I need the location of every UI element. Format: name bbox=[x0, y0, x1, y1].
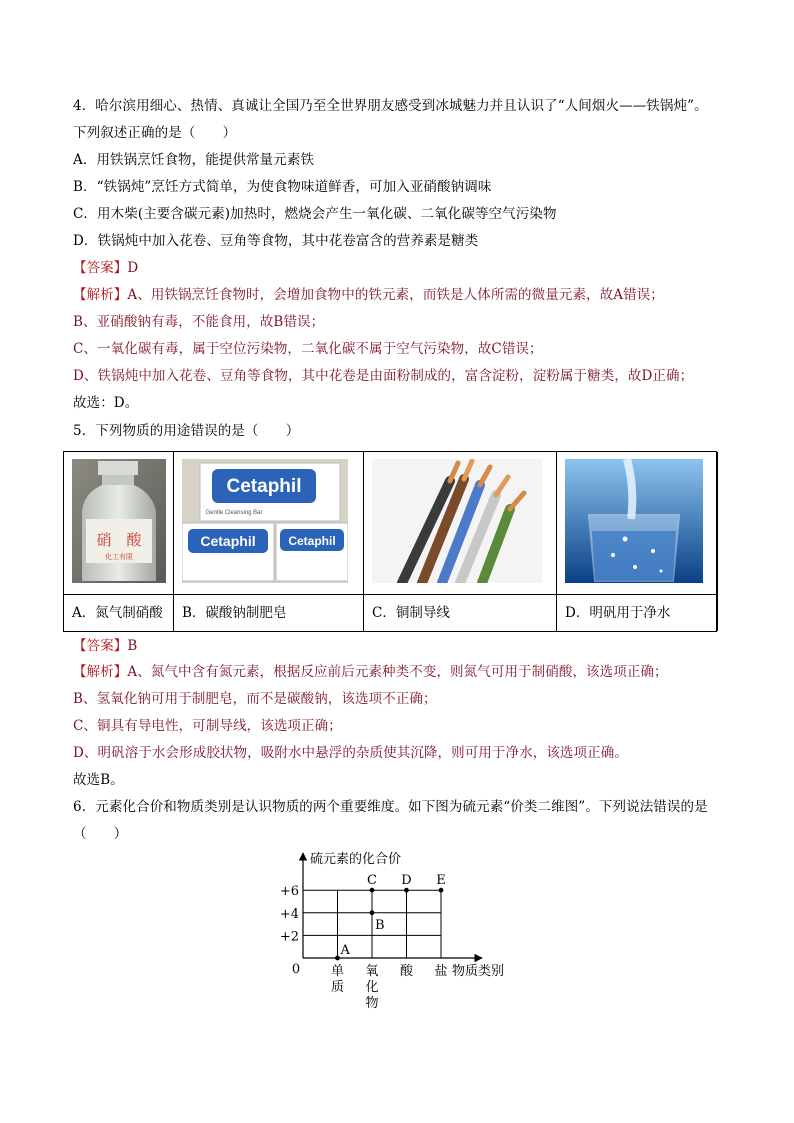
data-point-label-e: E bbox=[436, 873, 446, 889]
q4-answer bbox=[73, 259, 138, 277]
q4-analysis-a: A、用铁锅烹饪食物时，会增加食物中的铁元素，而铁是人体所需的微量元素，故A错误； bbox=[127, 287, 664, 303]
q5-option-b: B．碳酸钠制肥皂 bbox=[182, 605, 287, 621]
q4-analysis-line bbox=[73, 286, 664, 304]
q5-cell-c bbox=[364, 452, 557, 631]
data-point-e bbox=[439, 888, 444, 893]
q4-option-c: C．用木柴(主要含碳元素)加热时，燃烧会产生一氧化碳、二氧化碳等空气污染物 bbox=[73, 206, 557, 222]
q5-table-divider bbox=[64, 594, 716, 595]
q4-stem-line1: 4．哈尔滨用细心、热情、真诚让全国乃至全世界朋友感受到冰城魅力并且认识了“人间烟火——铁锅炖”。 bbox=[73, 98, 708, 114]
answer-tag: 【答案】 bbox=[73, 638, 128, 654]
soap-brand-top: Cetaphil bbox=[226, 476, 302, 497]
x-tick-label: 盐 bbox=[434, 964, 448, 979]
y-axis-label: 硫元素的化合价 bbox=[310, 852, 402, 867]
q4-analysis-d: D、铁锅炖中加入花卷、豆角等食物，其中花卷是由面粉制成的，富含淀粉，淀粉属于糖类，故D正确； bbox=[73, 368, 694, 384]
q5-analysis-b: B、氢氧化钠可用于制肥皂，而不是碳酸钠，该选项不正确； bbox=[73, 691, 437, 707]
data-point-label-c: C bbox=[367, 873, 377, 889]
soap-sub-top: Gentle Cleansing Bar bbox=[205, 510, 263, 516]
q5-answer bbox=[73, 637, 137, 655]
q5-analysis-c: C、铜具有导电性，可制导线，该选项正确； bbox=[73, 718, 342, 734]
y-tick-label: +6 bbox=[279, 884, 299, 900]
q4-option-d: D．铁锅炖中加入花卷、豆角等食物，其中花卷富含的营养素是糖类 bbox=[73, 233, 479, 249]
q4-conclusion: 故选：D。 bbox=[73, 395, 139, 411]
q5-cell-d bbox=[557, 452, 718, 631]
answer-letter: D bbox=[127, 260, 139, 276]
analysis-tag: 【解析】 bbox=[73, 664, 128, 680]
q6-stem-line1: 6．元素化合价和物质类别是认识物质的两个重要维度。如下图为硫元素“价类二维图”。下列说法错误的是 bbox=[73, 799, 708, 815]
q4-stem-line2: 下列叙述正确的是（ ） bbox=[73, 125, 237, 141]
data-point-label-b: B bbox=[375, 917, 385, 933]
q4-option-a: A．用铁锅烹饪食物，能提供常量元素铁 bbox=[73, 152, 315, 168]
copper-wires-image bbox=[372, 459, 542, 583]
y-tick-label: +4 bbox=[279, 906, 299, 922]
nitric-acid-bottle-image bbox=[72, 459, 166, 583]
q5-conclusion: 故选B。 bbox=[73, 772, 124, 788]
answer-tag: 【答案】 bbox=[73, 260, 128, 276]
data-point-c bbox=[370, 888, 375, 893]
q5-analysis-d: D、明矾溶于水会形成胶状物，吸附水中悬浮的杂质使其沉降，则可用于净水，该选项正确。 bbox=[73, 745, 628, 761]
soap-brand-left: Cetaphil bbox=[200, 533, 256, 549]
q6-stem-line2: （ ） bbox=[73, 826, 128, 842]
q4-analysis-b: B、亚硝酸钠有毒，不能食用，故B错误； bbox=[73, 314, 325, 330]
q4-analysis-c: C、一氧化碳有毒，属于空位污染物，二氧化碳不属于空气污染物，故C错误； bbox=[73, 341, 543, 357]
data-point-b bbox=[370, 910, 375, 915]
sulfur-valence-chart bbox=[270, 845, 530, 1015]
q5-options-table bbox=[63, 451, 717, 632]
soap-boxes-image bbox=[182, 459, 348, 583]
q5-option-c: C．铜制导线 bbox=[372, 605, 450, 621]
x-tick-label: 氧化物 bbox=[365, 964, 379, 1011]
analysis-tag: 【解析】 bbox=[73, 287, 128, 303]
data-point-d bbox=[404, 888, 409, 893]
bottle-label-text: 硝 酸 bbox=[96, 531, 142, 549]
data-point-label-a: A bbox=[340, 943, 350, 958]
x-tick-label: 酸 bbox=[399, 964, 414, 979]
data-point-a bbox=[335, 956, 340, 961]
origin-label: 0 bbox=[291, 962, 301, 977]
q5-option-a: A．氮气制硝酸 bbox=[72, 605, 163, 621]
q5-cell-b bbox=[174, 452, 364, 631]
q5-option-d: D．明矾用于净水 bbox=[565, 605, 671, 621]
q4-option-b: B．“铁锅炖”烹饪方式简单，为使食物味道鲜香，可加入亚硝酸钠调味 bbox=[73, 179, 492, 195]
x-tick-label: 单质 bbox=[330, 964, 345, 995]
q5-stem: 5．下列物质的用途错误的是（ ） bbox=[73, 423, 300, 439]
bottle-small-text: 化工有限 bbox=[105, 553, 133, 561]
chart-grid bbox=[303, 890, 441, 958]
x-axis-label: 物质类别 bbox=[452, 964, 505, 979]
water-glass-image bbox=[565, 459, 703, 583]
q5-analysis-a: A、氮气中含有氮元素，根据反应前后元素种类不变，则氮气可用于制硝酸，该选项正确； bbox=[127, 664, 668, 680]
soap-brand-right: Cetaphil bbox=[288, 534, 336, 548]
answer-letter: B bbox=[127, 638, 138, 654]
q5-analysis-line bbox=[73, 663, 668, 681]
y-tick-label: +2 bbox=[279, 929, 299, 945]
data-point-label-d: D bbox=[401, 873, 412, 889]
q5-cell-a bbox=[64, 452, 174, 631]
